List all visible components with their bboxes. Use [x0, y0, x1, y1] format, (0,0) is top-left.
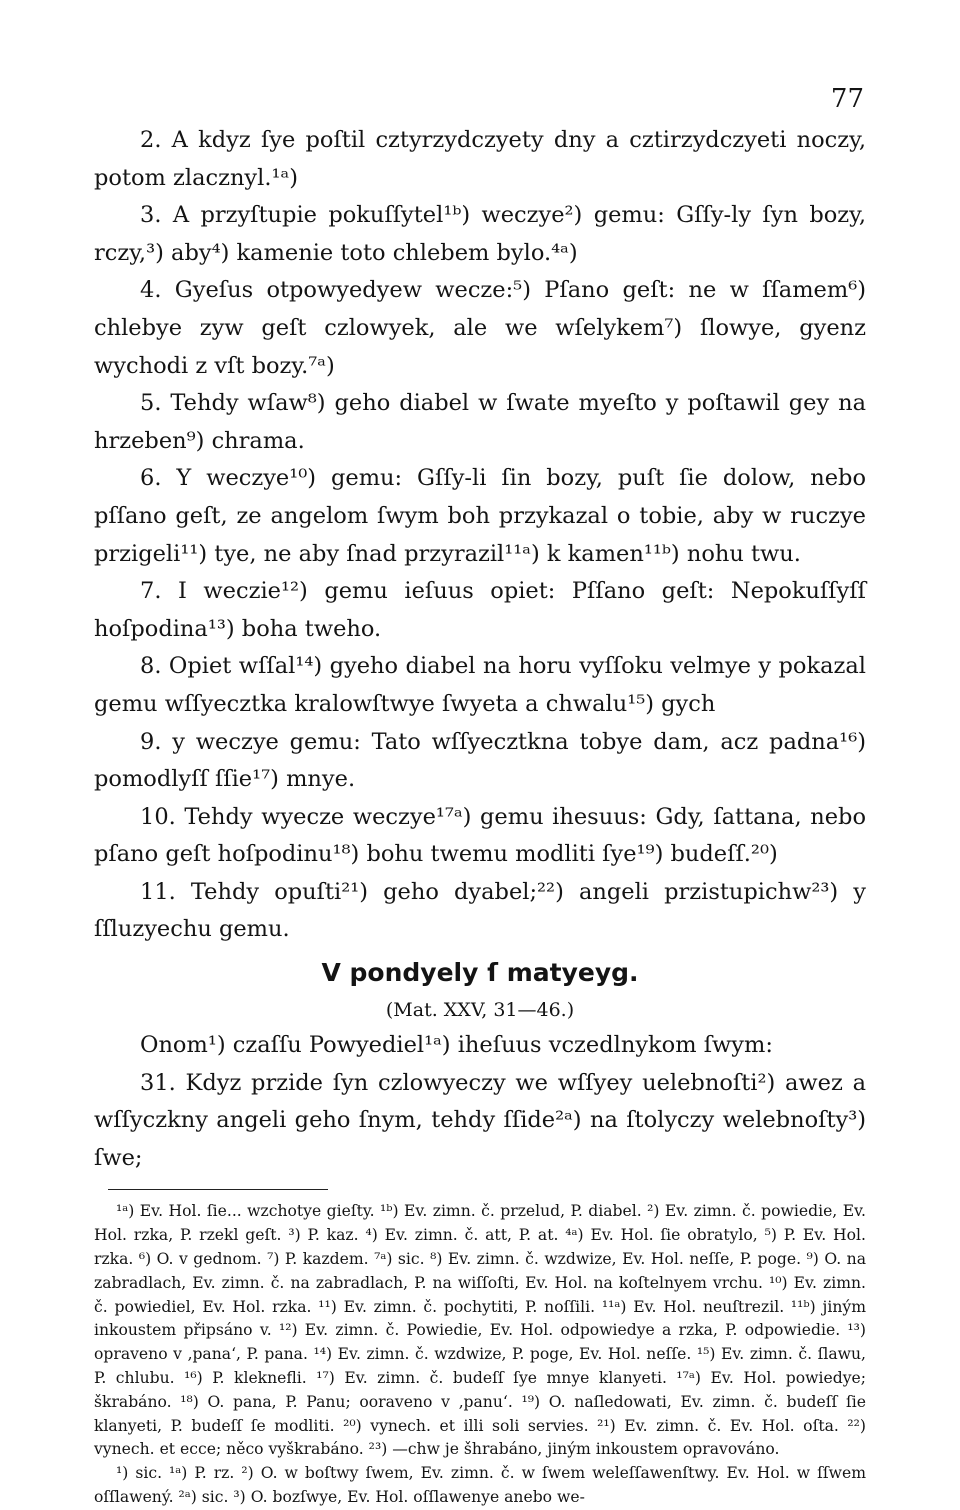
- main-text: [94, 122, 866, 1177]
- verse-11: 11. Tehdy opuſti²¹) geho dyabel;²²) angeli przistupichw²³) y ſſluzyechu gemu.: [94, 878, 866, 943]
- verse-4: 4. Gyeſus otpowyedyew wecze:⁵) Pſano geſt: ne w ſſamem⁶) chlebye zyw geſt czlowyek, ale we wſelykem⁷) ſlowye, gyenz wychodi z vſt bozy.⁷ᵃ): [94, 277, 866, 379]
- verse-10: 10. Tehdy wyecze weczye¹⁷ᵃ) gemu ihesuus: Gdy, ſattana, nebo pſano geſt hoſpodinu¹⁸) bohu twemu modliti ſye¹⁹) budeſſ.²⁰): [94, 803, 866, 868]
- verse-2: 2. A kdyz ſye poſtil cztyrzydczyety dny a cztirzydczyeti noczy, potom zlacznyl.¹ᵃ): [94, 127, 866, 191]
- verse-3: 3. A przyſtupie pokuſſytel¹ᵇ) weczye²) gemu: Gſſy-ly ſyn bozy, rczy,³) aby⁴) kamenie toto chlebem bylo.⁴ᵃ): [94, 202, 866, 266]
- section-heading: V pondyely ſ matyeyg.: [321, 958, 639, 988]
- scripture-reference: (Mat. XXV, 31—46.): [385, 999, 575, 1022]
- verse-31: 31. Kdyz przide ſyn czlowyeczy we wſſyey uelebnoſti²) awez a wſſyczkny angeli geho ſnym, tehdy ſſide²ᵃ) na ſtolyczy welebnoſty³) ſwe;: [94, 1069, 866, 1171]
- footnotes: [94, 1200, 866, 1509]
- footnote-divider: [108, 1189, 328, 1190]
- verse-9: 9. y weczye gemu: Tato wſſyecztkna tobye dam, acz padna¹⁶) pomodlyſſ ſſie¹⁷) mnye.: [94, 728, 866, 793]
- footnote-block-1: ¹ᵃ) Ev. Hol. ſie... wzchotye gieſty. ¹ᵇ) Ev. zimn. č. przelud, P. diabel. ²) Ev. zimn. č. powiedie, Ev. Hol. rzka, P. rzekl geſt. ³) P. kaz. ⁴) Ev. zimn. č. att, P. at. ⁴ᵃ) Ev. Hol. ſie obratylo, ⁵) P. Ev. Hol. rzka. ⁶) O. v gednom. ⁷) P. kazdem. ⁷ᵃ) sic. ⁸) Ev. zimn. č. wzdwize, Ev. Hol. neſſe, P. poge. ⁹) O. na zabradlach, Ev. zimn. č. na zabradlach, P. na wiſſoſti, Ev. Hol. na koſtelnyem vrchu. ¹⁰) Ev. zimn. č. powiediel, Ev. Hol. rzka. ¹¹) Ev. zimn. č. pochytiti, P. noſſili. ¹¹ᵃ) Ev. Hol. neuſtrezil. ¹¹ᵇ) jiným inkoustem připsáno v. ¹²) Ev. zimn. č. Powiedie, Ev. Hol. odpowiedye a rzka, P. odpowiedie. ¹³) opraveno v ‚pana‘, P. pana. ¹⁴) Ev. zimn. č. wzdwize, P. poge, Ev. Hol. neſſe. ¹⁵) Ev. zimn. č. ſlawu, P. chlubu. ¹⁶) P. kleknefli. ¹⁷) Ev. zimn. č. budeſſ ſye mnye klanyeti. ¹⁷ᵃ) Ev. Hol. powiedye; škrabáno. ¹⁸) O. pana, P. Panu; ooraveno v ‚panu‘. ¹⁹) O. naſledowati, Ev. zimn. č. budeſſ ſie klanyeti, P. budeſſ ſe modliti. ²⁰) vynech. et illi soli servies. ²¹) Ev. zimn. č. Ev. Hol. oſta. ²²) vynech. et ecce; něco vyškrabáno. ²³) —chw je šhrabáno, jiným inkoustem opravováno.: [94, 1202, 866, 1459]
- verse-intro: Onom¹) czaſſu Powyediel¹ᵃ) iheſuus vczedlnykom ſwym:: [140, 1032, 773, 1059]
- footnote-block-2: ¹) sic. ¹ᵃ) P. rz. ²) O. w boſtwy ſwem, Ev. zimn. č. w ſwem weleſſawenſtwy. Ev. Hol. w ſſwem oſſlawený. ²ᵃ) sic. ³) O. bozſwye, Ev. Hol. oſſlawenye anebo we-: [94, 1464, 866, 1506]
- verse-5: 5. Tehdy wſaw⁸) geho diabel w ſwate myeſto y poſtawil gey na hrzeben⁹) chrama.: [94, 390, 866, 454]
- verse-7: 7. I weczie¹²) gemu ieſuus opiet: Pſſano geſt: Nepokuſſyſſ hoſpodina¹³) boha tweho.: [94, 578, 866, 642]
- verse-6: 6. Y weczye¹⁰) gemu: Gſſy-li ſin bozy, puſt ſie dolow, nebo pſſano geſt, ze angelom ſwym boh przykazal o tobie, aby w ruczye przigeli¹¹) tye, ne aby ſnad przyrazil¹¹ᵃ) k kamen¹¹ᵇ) nohu twu.: [94, 465, 866, 567]
- verse-8: 8. Opiet wſſal¹⁴) gyeho diabel na horu vyſſoku velmye y pokazal gemu wſſyecztka kralowſtwye ſwyeta a chwalu¹⁵) gych: [94, 653, 866, 717]
- page-number: 77: [830, 84, 864, 114]
